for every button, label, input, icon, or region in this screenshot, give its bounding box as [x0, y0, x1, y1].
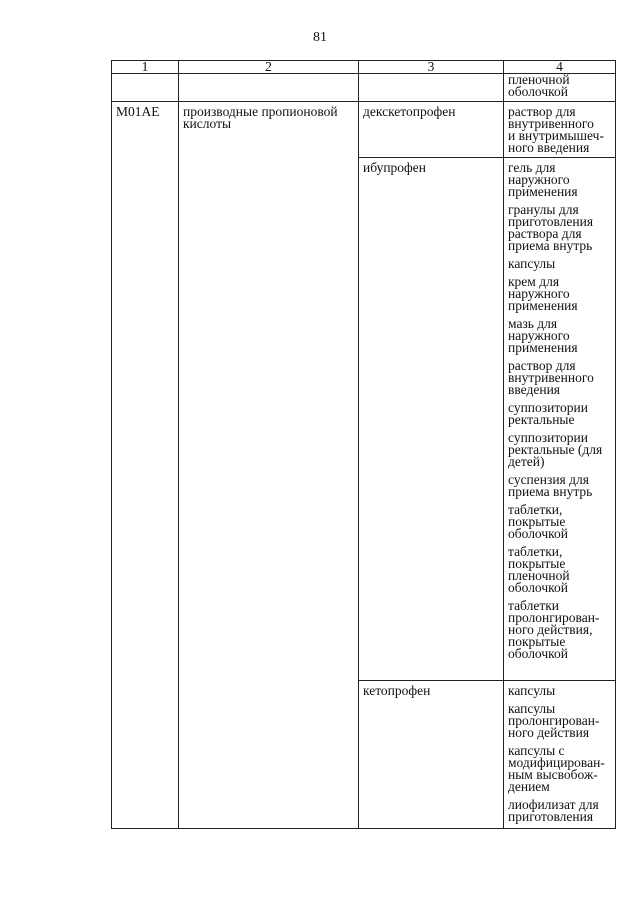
dosage-form: раствор для внутривенного и внутримышеч- ного введения — [508, 104, 604, 155]
dosage-form: крем для наружного применения — [508, 274, 578, 313]
drug-name-cell — [359, 102, 504, 158]
drug-name-cell — [359, 681, 504, 829]
column-header: 4 — [504, 61, 616, 74]
dosage-form: суппозитории ректальные (для детей) — [508, 430, 603, 469]
empty-cell — [359, 74, 504, 102]
atc-code-cell — [112, 102, 179, 829]
dosage-form: гель для наружного применения — [508, 160, 578, 199]
empty-cell — [179, 74, 359, 102]
dosage-form: мазь для наружного применения — [508, 316, 578, 355]
dosage-forms-cell — [504, 158, 616, 681]
group-name-cell — [179, 102, 359, 829]
dosage-forms-cell — [504, 102, 616, 158]
dosage-form: капсулы пролонгирован- ного действия — [508, 701, 600, 740]
dosage-form: суспензия для приема внутрь — [508, 472, 593, 499]
continuation-row — [112, 74, 616, 102]
dosage-form: таблетки пролонгирован- ного действия, покрытые оболочкой — [508, 598, 600, 661]
dosage-form: пленочной оболочкой — [508, 72, 570, 99]
drug-name: декскетопрофен — [363, 104, 456, 119]
drug-row-dexketoprofen — [112, 102, 616, 158]
drug-name: кетопрофен — [363, 683, 431, 698]
dosage-form: капсулы — [508, 256, 556, 271]
continuation-forms-cell — [504, 74, 616, 102]
dosage-forms-cell — [504, 681, 616, 829]
group-name: производные пропионовой кислоты — [183, 104, 338, 131]
dosage-form: капсулы — [508, 683, 556, 698]
column-header: 3 — [359, 61, 504, 74]
column-header: 2 — [179, 61, 359, 74]
dosage-form: гранулы для приготовления раствора для приема внутрь — [508, 202, 594, 253]
dosage-form: таблетки, покрытые пленочной оболочкой — [508, 544, 570, 595]
drug-name-cell — [359, 158, 504, 681]
drug-table — [111, 60, 616, 829]
page-number: 81 — [313, 30, 327, 45]
empty-cell — [112, 74, 179, 102]
dosage-form: капсулы с модифицирован- ным высвобож- дением — [508, 743, 605, 794]
dosage-form: суппозитории ректальные — [508, 400, 588, 427]
drug-name: ибупрофен — [363, 160, 427, 175]
column-header: 1 — [112, 61, 179, 74]
dosage-form: лиофилизат для приготовления — [508, 797, 599, 824]
atc-code: M01AE — [116, 104, 160, 119]
dosage-form: раствор для внутривенного введения — [508, 358, 594, 397]
dosage-form: таблетки, покрытые оболочкой — [508, 502, 568, 541]
